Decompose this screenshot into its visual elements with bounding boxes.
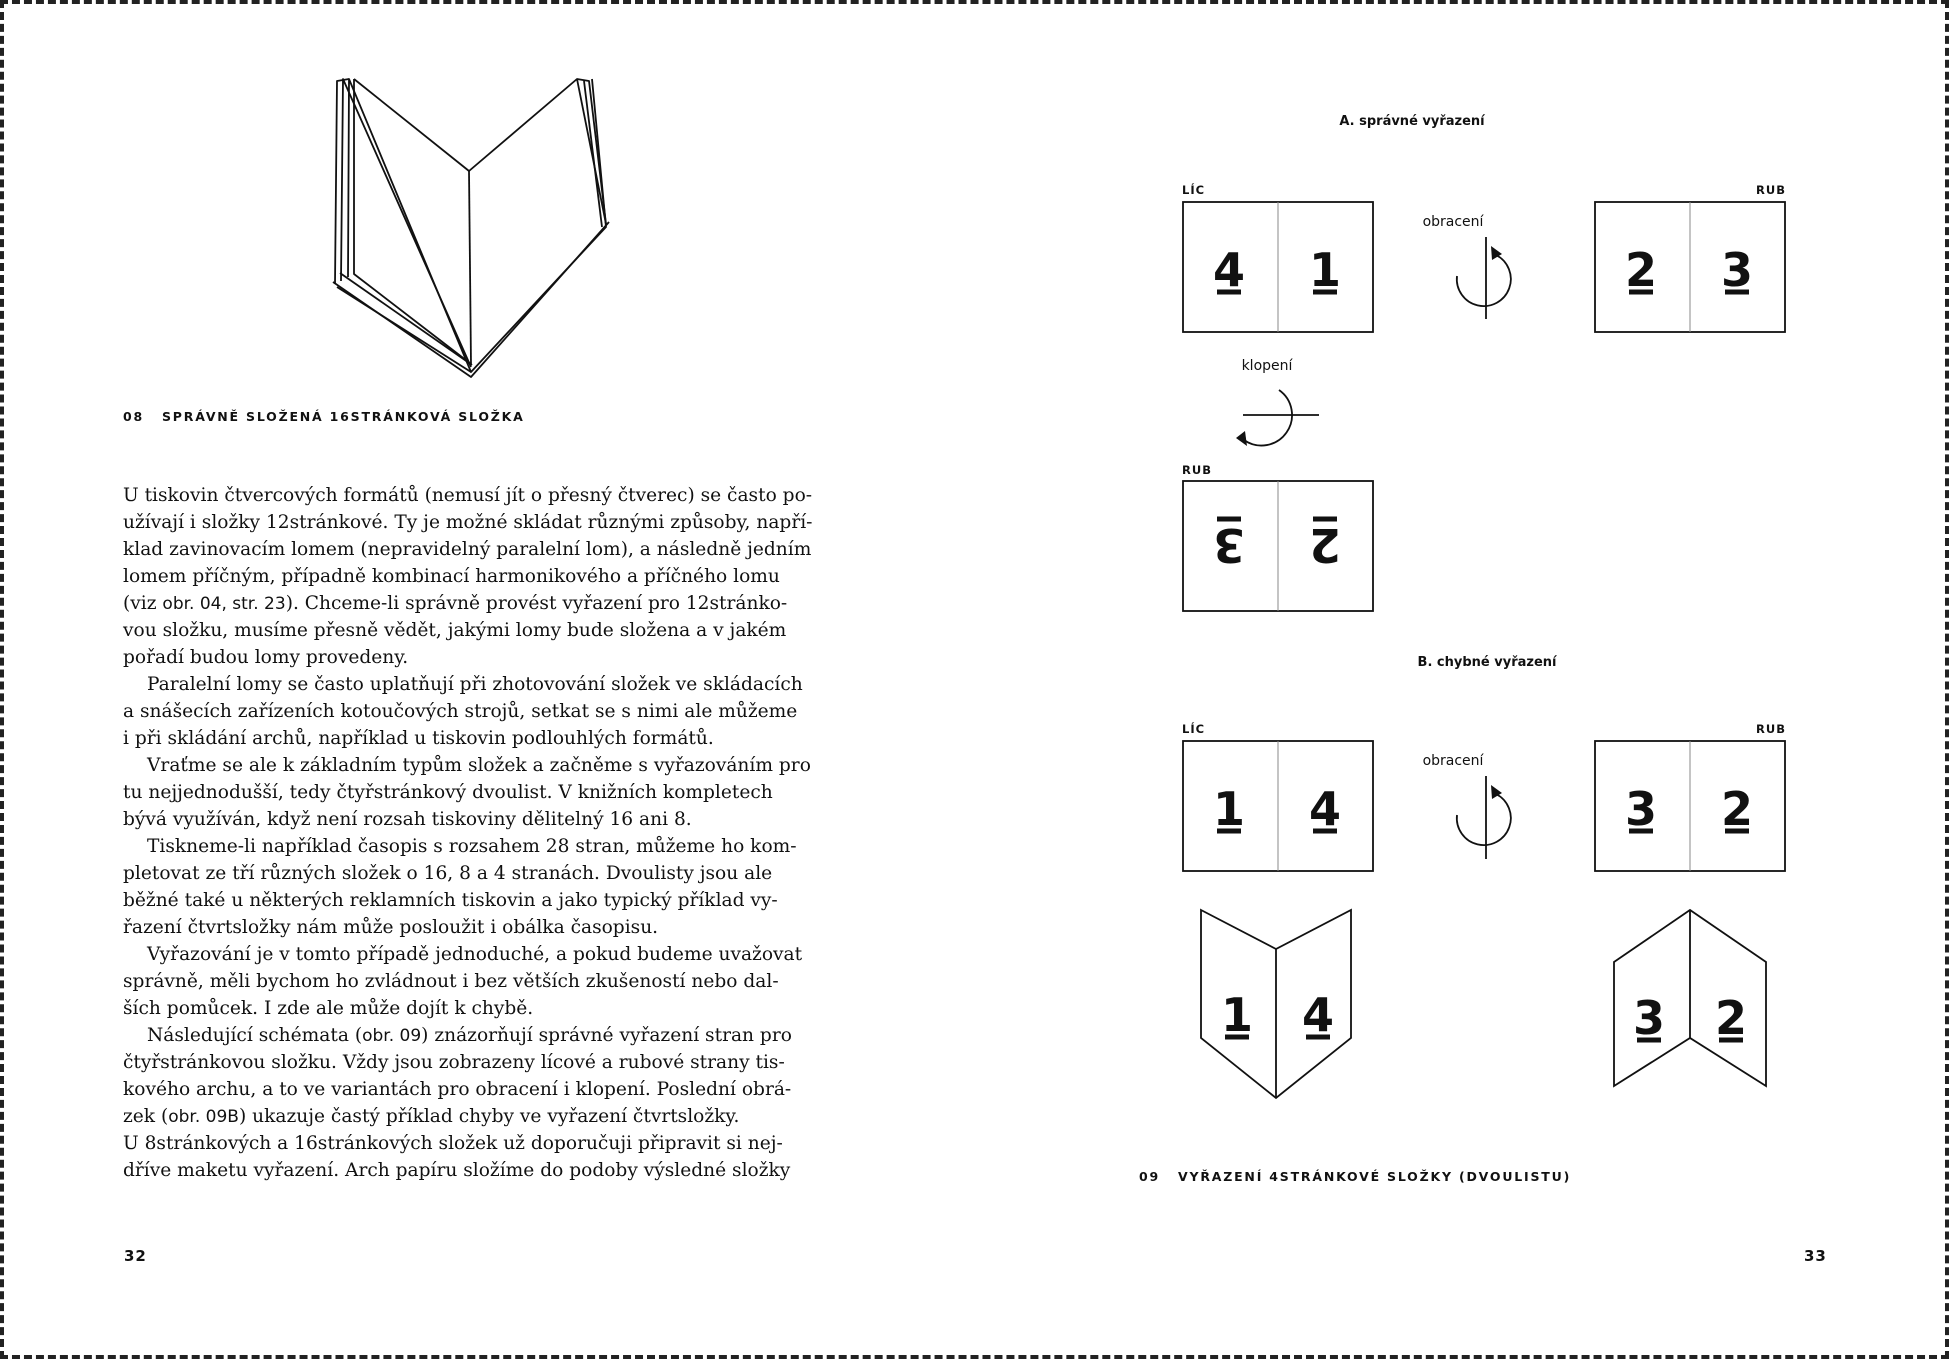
figure-caption-08: [123, 409, 525, 424]
text-segment: Tiskneme-li například časopis s rozsahem 28 stran, můžeme ho kom-: [147, 836, 797, 857]
label-klopeni: klopení: [1241, 358, 1293, 374]
text-segment: ) znázorňují správné vyřazení stran pro: [421, 1025, 792, 1046]
section-b-title: B. chybné vyřazení: [1417, 655, 1557, 670]
text-segment: čtyřstránkovou složku. Vždy jsou zobrazeny lícové a rubové strany tis-: [123, 1052, 785, 1073]
page-num: 1: [1220, 988, 1254, 1042]
text-segment: U 8stránkových a 16stránkových složek už doporučuji připravit si nej-: [123, 1133, 783, 1154]
text-segment: U tiskovin čtvercových formátů (nemusí jít o přesný čtverec) se často po-: [123, 485, 813, 506]
page-num: 3: [1624, 782, 1658, 836]
page-num: 2: [1714, 991, 1748, 1045]
page-number-left: 32: [124, 1247, 147, 1265]
text-line: [123, 995, 823, 1022]
label-lic-a: LÍC: [1182, 183, 1206, 197]
text-line: [123, 1157, 823, 1184]
figure-reference: obr. 09: [362, 1026, 422, 1046]
text-line: [123, 671, 823, 698]
text-segment: ). Chceme-li správně provést vyřazení pro 12stránko-: [285, 593, 788, 614]
text-segment: správně, měli bychom ho zvládnout i bez větších zkušeností nebo dal-: [123, 971, 779, 992]
text-line: [123, 752, 823, 779]
text-segment: pletovat ze tří různých složek o 16, 8 a 4 stranách. Dvoulisty jsou ale: [123, 863, 773, 884]
text-line: [123, 644, 823, 671]
text-line: [123, 1130, 823, 1157]
text-line: [123, 968, 823, 995]
text-segment: Vraťme se ale k základním typům složek a začněme s vyřazováním pro: [147, 755, 811, 776]
text-segment: Paralelní lomy se často uplatňují při zhotovování složek ve skládacích: [147, 674, 803, 695]
page-num: 3: [1632, 991, 1666, 1045]
body-text: [123, 482, 823, 1184]
text-line: [123, 1022, 823, 1049]
page-num-inverted: 3: [1212, 518, 1246, 572]
caption-title: VYŘAZENÍ 4STRÁNKOVÉ SLOŽKY (DVOULISTU): [1178, 1169, 1572, 1184]
left-page: [4, 4, 978, 1363]
page-num: 3: [1720, 243, 1754, 297]
text-segment: Vyřazování je v tomto případě jednoduché, a pokud budeme uvažovat: [147, 944, 803, 965]
page-num: 4: [1212, 243, 1246, 297]
label-rub-b: RUB: [1756, 722, 1786, 736]
text-line: [123, 563, 823, 590]
imposition-diagram: [979, 4, 1949, 1363]
page-num-inverted: 2: [1308, 518, 1342, 572]
text-line: [123, 698, 823, 725]
text-line: [123, 914, 823, 941]
text-segment: Následující schémata (: [147, 1025, 363, 1046]
text-line: [123, 860, 823, 887]
text-segment: klad zavinovacím lomem (nepravidelný paralelní lom), a následně jedním: [123, 539, 812, 560]
label-lic-b: LÍC: [1182, 722, 1206, 736]
label-obraceni-a: obracení: [1422, 214, 1484, 230]
caption-title: SPRÁVNĚ SLOŽENÁ 16STRÁNKOVÁ SLOŽKA: [162, 409, 525, 424]
text-segment: zek (: [123, 1106, 169, 1127]
label-rub-a: RUB: [1756, 183, 1786, 197]
text-line: [123, 1103, 823, 1130]
tumble-arrow-icon: [1243, 390, 1319, 446]
page-number-right: 33: [1804, 1247, 1827, 1265]
text-segment: dříve maketu vyřazení. Arch papíru složíme do podoby výsledné složky: [123, 1160, 791, 1181]
right-page: [979, 4, 1949, 1363]
page-num: 4: [1301, 988, 1335, 1042]
text-segment: vou složku, musíme přesně vědět, jakými lomy bude složena a v jakém: [123, 620, 787, 641]
section-a-title: A. správné vyřazení: [1339, 114, 1485, 129]
text-segment: bývá využíván, když není rozsah tiskoviny dělitelný 16 ani 8.: [123, 809, 692, 830]
label-rub-klopeni: RUB: [1182, 463, 1212, 477]
text-line: [123, 617, 823, 644]
text-line: [123, 941, 823, 968]
text-line: [123, 887, 823, 914]
text-line: [123, 536, 823, 563]
text-line: [123, 509, 823, 536]
page-num: 1: [1308, 243, 1342, 297]
text-segment: pořadí budou lomy provedeny.: [123, 647, 409, 668]
text-segment: (viz: [123, 593, 163, 614]
caption-number: 08: [123, 409, 144, 424]
caption-number: 09: [1139, 1169, 1160, 1184]
folded-booklet-icon: [324, 69, 624, 389]
page-num: 1: [1212, 782, 1246, 836]
text-line: [123, 779, 823, 806]
figure-caption-09: [1139, 1169, 1571, 1184]
text-segment: ) ukazuje častý příklad chyby ve vyřazení čtvrtsložky.: [238, 1106, 740, 1127]
text-line: [123, 725, 823, 752]
page-num: 2: [1624, 243, 1658, 297]
text-line: [123, 806, 823, 833]
text-line: [123, 1076, 823, 1103]
page-num: 4: [1308, 782, 1342, 836]
text-line: [123, 1049, 823, 1076]
text-line: [123, 590, 823, 617]
text-segment: kového archu, a to ve variantách pro obracení i klopení. Poslední obrá-: [123, 1079, 792, 1100]
text-line: [123, 482, 823, 509]
text-segment: a snášecích zařízeních kotoučových strojů, setkat se s nimi ale můžeme: [123, 701, 798, 722]
text-segment: lomem příčným, případně kombinací harmonikového a příčného lomu: [123, 566, 780, 587]
text-segment: užívají i složky 12stránkové. Ty je možné skládat různými způsoby, napří-: [123, 512, 813, 533]
label-obraceni-b: obracení: [1422, 753, 1484, 769]
text-segment: ších pomůcek. I zde ale může dojít k chybě.: [123, 998, 534, 1019]
text-segment: řazení čtvrtsložky nám může posloužit i obálka časopisu.: [123, 917, 659, 938]
page-num: 2: [1720, 782, 1754, 836]
text-segment: běžné také u některých reklamních tiskovin a jako typický příklad vy-: [123, 890, 778, 911]
text-segment: i při skládání archů, například u tiskovin podlouhlých formátů.: [123, 728, 714, 749]
text-segment: tu nejjednodušší, tedy čtyřstránkový dvoulist. V knižních kompletech: [123, 782, 773, 803]
figure-reference: obr. 09B: [168, 1107, 239, 1127]
text-line: [123, 833, 823, 860]
figure-reference: obr. 04, str. 23: [162, 594, 286, 614]
